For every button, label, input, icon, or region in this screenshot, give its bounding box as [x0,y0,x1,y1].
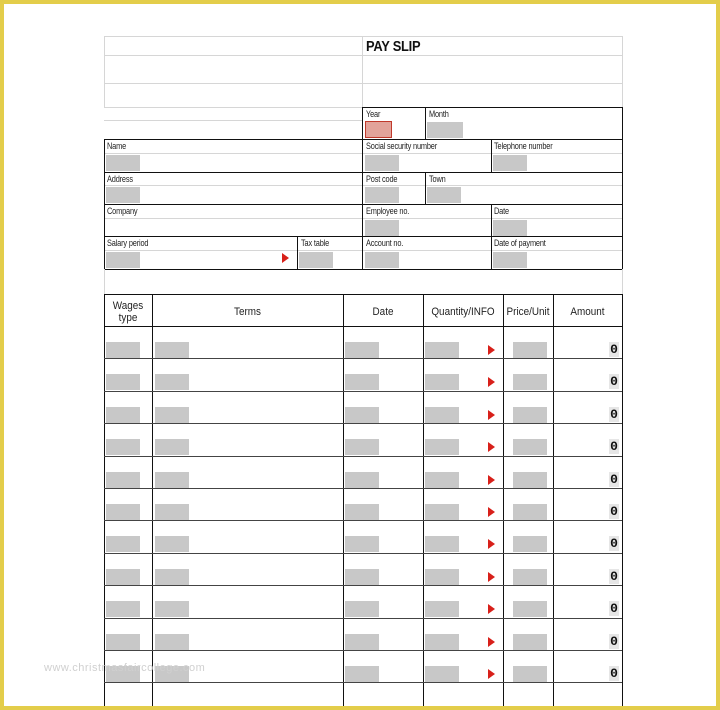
grid-line [104,294,105,710]
address-input[interactable] [106,187,140,203]
telephone-input[interactable] [493,155,527,171]
date-input[interactable] [345,536,379,552]
wages-type-input[interactable] [106,374,140,390]
red-triangle-arrow-icon[interactable] [488,604,495,614]
month-input[interactable] [427,122,463,138]
amount-value: 0 [610,569,618,584]
grid-line [503,294,504,710]
date-input[interactable] [345,504,379,520]
amount-value: 0 [610,472,618,487]
grid-line [104,269,105,294]
telephone-label: Telephone number [494,141,553,151]
account-no-input[interactable] [365,252,399,268]
grid-line [622,294,623,710]
date-input[interactable] [345,342,379,358]
quantity-info-input[interactable] [425,439,459,455]
wages-type-input[interactable] [106,472,140,488]
salary-period-label: Salary period [107,238,149,248]
address-label: Address [107,174,133,184]
red-triangle-arrow-icon[interactable] [488,410,495,420]
column-header-wages-type: Wages type [112,300,144,324]
table-row-divider [104,585,622,586]
table-row-divider [104,650,622,651]
price-unit-input[interactable] [513,374,547,390]
price-unit-input[interactable] [513,504,547,520]
page-title: PAY SLIP [366,38,421,55]
date-label: Date [494,206,509,216]
year-label: Year [366,109,381,119]
year-input[interactable] [365,121,392,138]
quantity-info-input[interactable] [425,569,459,585]
grid-line [104,139,105,269]
grid-line [104,83,622,84]
quantity-info-input[interactable] [425,342,459,358]
column-header-date: Date [372,306,394,318]
town-label: Town [429,174,446,184]
wages-type-input[interactable] [106,407,140,423]
wages-type-input[interactable] [106,342,140,358]
name-label: Name [107,141,127,151]
grid-line [622,36,623,108]
grid-line [362,36,363,108]
price-unit-input[interactable] [513,569,547,585]
grid-line [104,218,622,219]
social-security-label: Social security number [366,141,438,151]
wages-type-input[interactable] [106,504,140,520]
column-header-amount: Amount [570,306,605,318]
price-unit-input[interactable] [513,601,547,617]
price-unit-input[interactable] [513,407,547,423]
grid-line [104,326,622,327]
terms-input[interactable] [155,407,189,423]
red-triangle-arrow-icon[interactable] [488,572,495,582]
quantity-info-input[interactable] [425,374,459,390]
grid-line [104,185,622,186]
employee-no-label: Employee no. [366,206,410,216]
grid-line [425,107,426,139]
price-unit-input[interactable] [513,472,547,488]
grid-line [104,172,622,173]
grid-line [343,294,344,710]
red-triangle-arrow-icon[interactable] [488,539,495,549]
date-input[interactable] [345,374,379,390]
terms-input[interactable] [155,504,189,520]
table-row-divider [104,423,622,424]
price-unit-input[interactable] [513,342,547,358]
red-triangle-arrow-icon[interactable] [488,442,495,452]
column-header-quantity-info: Quantity/INFO [431,306,495,318]
amount-value: 0 [610,342,618,357]
grid-line [104,139,622,140]
column-header-price-unit: Price/Unit [506,306,550,318]
grid-line [423,294,424,710]
grid-line [104,236,622,237]
wages-type-input[interactable] [106,536,140,552]
grid-line [104,294,622,295]
grid-line [104,55,622,56]
grid-line [104,120,362,121]
wages-type-input[interactable] [106,439,140,455]
date-of-payment-input[interactable] [493,252,527,268]
date-input[interactable] [345,472,379,488]
name-input[interactable] [106,155,140,171]
tax-table-label: Tax table [301,238,330,248]
date-input[interactable] [345,569,379,585]
quantity-info-input[interactable] [425,407,459,423]
month-label: Month [429,109,449,119]
tax-table-input[interactable] [299,252,333,268]
wages-type-input[interactable] [106,601,140,617]
red-triangle-arrow-icon[interactable] [282,253,289,263]
quantity-info-input[interactable] [425,504,459,520]
table-row-divider [104,553,622,554]
price-unit-input[interactable] [513,666,547,682]
grid-line [622,269,623,294]
grid-line [425,172,426,204]
quantity-info-input[interactable] [425,472,459,488]
account-no-label: Account no. [366,238,404,248]
grid-line [362,107,622,108]
grid-line [491,204,492,269]
price-unit-input[interactable] [513,439,547,455]
price-unit-input[interactable] [513,634,547,650]
amount-value: 0 [610,601,618,616]
grid-line [491,139,492,172]
employee-no-input[interactable] [365,220,399,236]
grid-line [152,294,153,710]
amount-value: 0 [610,374,618,389]
date-input[interactable] [493,220,527,236]
grid-line [104,153,622,154]
amount-value: 0 [610,536,618,551]
grid-line [104,36,105,108]
date-input[interactable] [345,634,379,650]
date-input[interactable] [345,407,379,423]
grid-line [362,107,363,269]
grid-line [104,269,622,270]
date-input[interactable] [345,601,379,617]
grid-line [104,36,622,37]
table-row-divider [104,682,622,683]
table-row-divider [104,618,622,619]
amount-value: 0 [610,439,618,454]
grid-line [297,236,298,269]
red-triangle-arrow-icon[interactable] [488,507,495,517]
column-header-terms: Terms [234,306,261,318]
social-security-input[interactable] [365,155,399,171]
red-triangle-arrow-icon[interactable] [488,637,495,647]
amount-value: 0 [610,634,618,649]
grid-line [104,250,622,251]
salary-period-input[interactable] [106,252,140,268]
table-row-divider [104,520,622,521]
terms-input[interactable] [155,569,189,585]
terms-input[interactable] [155,439,189,455]
table-row-divider [104,488,622,489]
grid-line [104,204,622,205]
price-unit-input[interactable] [513,536,547,552]
watermark: www.christmasfaircollege.com [44,662,206,674]
post-code-input[interactable] [365,187,399,203]
quantity-info-input[interactable] [425,634,459,650]
grid-line [622,107,623,269]
quantity-info-input[interactable] [425,666,459,682]
table-row-divider [104,456,622,457]
terms-input[interactable] [155,536,189,552]
terms-input[interactable] [155,601,189,617]
red-triangle-arrow-icon[interactable] [488,669,495,679]
table-row-divider [104,391,622,392]
amount-value: 0 [610,666,618,681]
red-triangle-arrow-icon[interactable] [488,475,495,485]
company-label: Company [107,206,138,216]
red-triangle-arrow-icon[interactable] [488,377,495,387]
amount-value: 0 [610,407,618,422]
wages-type-input[interactable] [106,634,140,650]
date-input[interactable] [345,439,379,455]
post-code-label: Post code [366,174,398,184]
grid-line [553,294,554,710]
terms-input[interactable] [155,634,189,650]
terms-input[interactable] [155,374,189,390]
wages-type-input[interactable] [106,569,140,585]
terms-input[interactable] [155,342,189,358]
pay-slip-sheet [100,32,620,710]
red-triangle-arrow-icon[interactable] [488,345,495,355]
amount-value: 0 [610,504,618,519]
terms-input[interactable] [155,472,189,488]
date-input[interactable] [345,666,379,682]
quantity-info-input[interactable] [425,536,459,552]
table-row-divider [104,358,622,359]
town-input[interactable] [427,187,461,203]
date-of-payment-label: Date of payment [494,238,546,248]
quantity-info-input[interactable] [425,601,459,617]
